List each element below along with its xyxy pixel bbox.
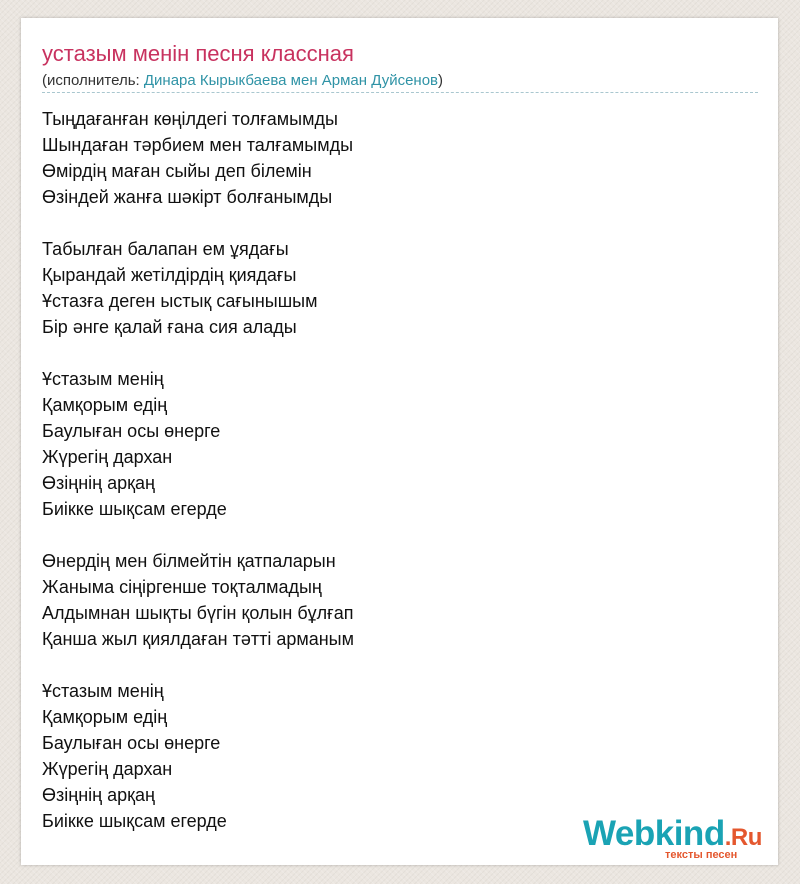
lyric-line: Жүрегің дархан xyxy=(42,447,173,467)
lyrics-stanza xyxy=(42,678,742,834)
lyric-line: Бір әнге қалай ғана сия алады xyxy=(42,317,297,337)
logo-wordmark xyxy=(583,814,762,854)
lyric-line: Қамқорым едің xyxy=(42,707,168,727)
lyric-line: Қамқорым едің xyxy=(42,395,168,415)
lyrics-stanza xyxy=(42,548,742,652)
lyric-line: Жүрегің дархан xyxy=(42,759,173,779)
lyric-line: Өзіңнің арқаң xyxy=(42,473,155,493)
logo-tld: .Ru xyxy=(724,824,762,851)
lyrics-stanza xyxy=(42,236,742,340)
lyric-line: Тыңдағанған көңілдегі толғамымды xyxy=(42,109,338,129)
lyrics-stanza xyxy=(42,106,742,210)
lyric-line: Алдымнан шықты бүгін қолын бұлғап xyxy=(42,603,354,623)
lyric-line: Табылған балапан ем ұядағы xyxy=(42,239,289,259)
header-divider xyxy=(42,92,758,93)
lyric-line: Қырандай жетілдірдің қиядағы xyxy=(42,265,297,285)
lyric-line: Биікке шықсам егерде xyxy=(42,811,227,831)
lyric-line: Жаныма сіңіргенше тоқталмадың xyxy=(42,577,322,597)
lyric-line: Ұстазым менің xyxy=(42,681,164,701)
lyric-line: Өзіндей жанға шәкірт болғанымды xyxy=(42,187,333,207)
lyric-line: Биікке шықсам егерде xyxy=(42,499,227,519)
lyric-line: Қанша жыл қиялдаған тәтті арманым xyxy=(42,629,354,649)
lyric-line: Баулыған осы өнерге xyxy=(42,421,221,441)
lyrics-stanza xyxy=(42,366,742,522)
logo-tagline: тексты песен xyxy=(665,849,738,861)
lyric-line: Өнердің мен білмейтін қатпаларын xyxy=(42,551,336,571)
lyric-line: Өмірдің маған сыйы деп білемін xyxy=(42,161,312,181)
lyrics-card xyxy=(21,18,778,865)
artist-prefix: (исполнитель: xyxy=(42,72,144,89)
lyric-line: Баулыған осы өнерге xyxy=(42,733,221,753)
lyrics-body xyxy=(42,106,742,860)
lyric-line: Ұстазым менің xyxy=(42,369,164,389)
lyric-line: Шындаған тәрбием мен талғамымды xyxy=(42,135,354,155)
artist-suffix: ) xyxy=(438,72,444,89)
song-title: устазым менін песня классная xyxy=(42,41,354,66)
artist-line xyxy=(42,72,443,89)
site-logo[interactable] xyxy=(583,814,773,864)
logo-main-text: Webkind xyxy=(583,814,725,853)
lyric-line: Ұстазға деген ыстық сағынышым xyxy=(42,291,318,311)
lyric-line: Өзіңнің арқаң xyxy=(42,785,155,805)
artist-link[interactable]: Динара Кырыкбаева мен Арман Дуйсенов xyxy=(143,72,439,89)
